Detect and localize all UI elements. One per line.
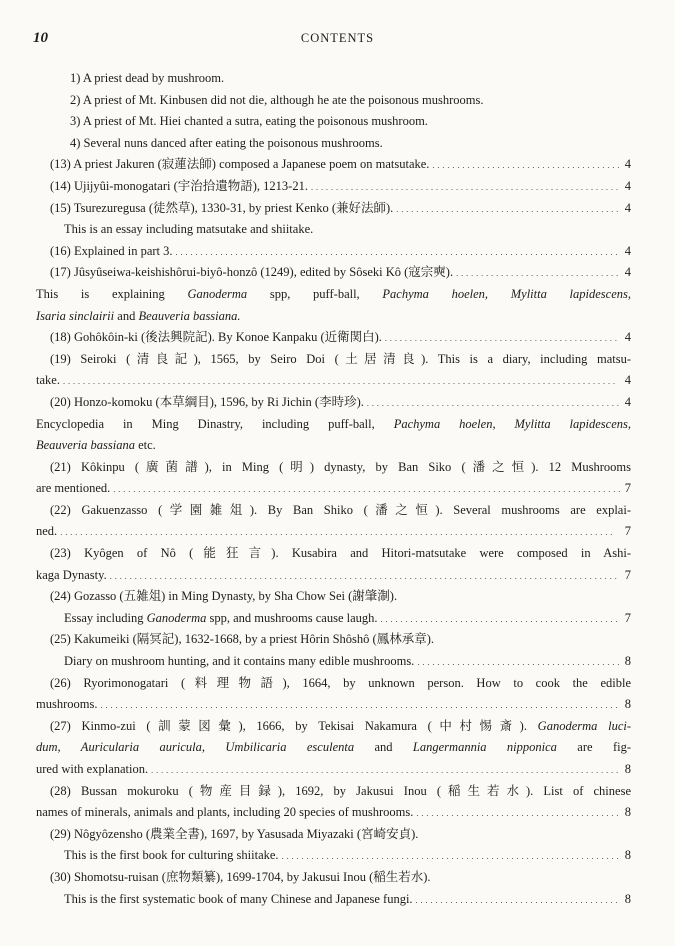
toc-page-number: 8 — [624, 762, 631, 776]
entry-description — [36, 414, 631, 436]
desc-text: are fig- — [556, 740, 631, 755]
species-name: Beauveria bassiana — [36, 438, 135, 453]
toc-entry-text: (17) Jûsyûseiwa-keishishôrui-biyô-honzô (1249), edited by Sôseki Kô (寇宗奭). — [50, 265, 454, 280]
species-name: Isaria sinclairii — [36, 308, 115, 323]
entry-description — [36, 306, 631, 328]
dot-leader — [282, 845, 620, 867]
toc-entry — [36, 845, 631, 867]
toc-entry-text — [64, 608, 378, 630]
toc-page-number: 4 — [624, 200, 631, 215]
dot-leader — [110, 565, 620, 587]
entry-description — [36, 284, 631, 306]
species-name: Ganoderma — [146, 610, 207, 625]
sub-entry: 2) A priest of Mt. Kinbusen did not die, although he ate the poisonous mushrooms. — [70, 92, 484, 107]
toc-entry-continuation — [36, 370, 631, 392]
dot-leader — [416, 889, 620, 911]
toc-entry-text: names of minerals, animals and plants, including 20 species of mushrooms. — [36, 805, 414, 820]
dot-leader — [432, 154, 620, 176]
toc-entry-text: (13) A priest Jakuren (寂蓮法師) composed a Japanese poem on matsutake. — [50, 157, 430, 172]
toc-entry-text: (24) Gozasso (五雑俎) in Ming Dynasty, by Sha Chow Sei (謝肇淛). — [50, 589, 398, 604]
toc-entry-text: kaga Dynasty. — [36, 567, 107, 582]
toc-entry — [36, 889, 631, 911]
toc-entry-text: ured with explanation. — [36, 762, 149, 776]
entry-description: This is an essay including matsutake and shiitake. — [64, 222, 314, 237]
toc-entry-text: (23) Kyôgen of Nô (能狂言). Kusabira and Hitori-matsutake were composed in Ashi- — [50, 546, 631, 561]
desc-text: and — [114, 308, 139, 323]
species-name: Langermannia nipponica — [412, 740, 557, 755]
species-name: Ganoderma luci- — [537, 718, 631, 733]
sub-entry: 1) A priest dead by mushroom. — [70, 71, 225, 85]
toc-page-number: 7 — [624, 567, 631, 582]
toc-page-number: 7 — [624, 610, 631, 625]
dot-leader — [456, 262, 620, 284]
toc-entry-text: This is the first systematic book of many Chinese and Japanese fungi. — [64, 891, 413, 906]
toc-entry-text: (30) Shomotsu-ruisan (庶物類纂), 1699-1704, by Jakusui Inou (稲生若水). — [50, 869, 431, 884]
dot-leader — [151, 759, 620, 781]
page-number: 10 — [33, 30, 48, 46]
desc-text: This is explaining — [36, 286, 188, 301]
toc-page-number: 8 — [624, 891, 631, 906]
toc-entry — [36, 608, 631, 630]
page-header — [0, 30, 675, 50]
toc-entry-text: (26) Ryorimonogatari (料理物語), 1664, by unknown person. How to cook the edible — [50, 675, 631, 690]
toc-entry-text: (16) Explained in part 3. — [50, 243, 173, 258]
toc-page-number: 4 — [624, 373, 631, 388]
toc-page-number: 4 — [624, 243, 631, 258]
desc-text: spp, and mushrooms cause laugh. — [206, 610, 378, 625]
species-name: Beauveria bassiana. — [138, 308, 241, 323]
toc-entry — [36, 241, 631, 263]
dot-leader — [385, 327, 620, 349]
toc-page-number: 8 — [624, 654, 631, 669]
toc-page-number: 8 — [624, 697, 631, 712]
toc-entry — [36, 327, 631, 349]
toc-entry — [36, 262, 631, 284]
desc-text: Essay including — [64, 610, 147, 625]
toc-entry — [36, 176, 631, 198]
desc-text: etc. — [134, 438, 156, 453]
species-name: dum, Auricularia auricula, Umbilicaria esculenta — [36, 740, 355, 755]
desc-text: spp, puff-ball, — [247, 286, 383, 301]
toc-page-number: 4 — [624, 178, 631, 193]
species-name: Pachyma hoelen, Mylitta lapidescens, — [382, 286, 631, 301]
toc-entry-continuation — [36, 478, 631, 500]
toc-entry-text: (14) Ujijyûi-monogatari (宇治拾遺物語), 1213-21. — [50, 178, 308, 193]
dot-leader — [417, 651, 620, 673]
toc-entry-text: (28) Bussan mokuroku (物産目録), 1692, by Jakusui Inou (稲生若水). List of chinese — [50, 783, 631, 798]
dot-leader — [100, 694, 620, 716]
toc-page-number: 4 — [624, 157, 631, 172]
toc-entry — [36, 651, 631, 673]
desc-text: and — [354, 740, 413, 755]
species-name: Ganoderma — [187, 286, 248, 301]
toc-page-number: 7 — [624, 481, 631, 496]
toc-page-number: 7 — [624, 524, 631, 539]
toc-page-number: 8 — [624, 805, 631, 820]
sub-entry: 3) A priest of Mt. Hiei chanted a sutra, eating the poisonous mushroom. — [70, 114, 428, 129]
toc-entry — [36, 392, 631, 414]
toc-entry-text: mushrooms. — [36, 697, 98, 712]
dot-leader — [63, 370, 620, 392]
toc-entry-continuation — [36, 694, 631, 716]
contents-body — [36, 68, 631, 910]
dot-leader — [113, 478, 620, 500]
toc-page-number: 4 — [624, 394, 631, 409]
toc-page-number: 4 — [624, 265, 631, 280]
species-name: Pachyma hoelen, Mylitta lapidescens, — [393, 416, 631, 431]
toc-entry-text: (20) Honzo-komoku (本草綱目), 1596, by Ri Jichin (李時珍). — [50, 394, 364, 409]
desc-text: (27) Kinmo-zui (訓蒙図彙), 1666, by Tekisai Nakamura (中村惕斎). — [50, 718, 538, 733]
toc-entry — [36, 154, 631, 176]
dot-leader — [60, 521, 620, 543]
toc-entry-text: (21) Kôkinpu (廣菌譜), in Ming (明) dynasty, by Ban Siko (潘之恒). 12 Mushrooms — [50, 459, 631, 474]
toc-entry-text: (25) Kakumeiki (隔冥記), 1632-1668, by a priest Hôrin Shôshô (鳳林承章). — [50, 632, 434, 647]
toc-entry-text: (19) Seiroki (清良記), 1565, by Seiro Doi (土居清良). This is a diary, including matsu- — [50, 351, 631, 366]
toc-page-number: 8 — [624, 848, 631, 863]
dot-leader — [396, 198, 620, 220]
entry-description — [36, 737, 631, 759]
toc-entry-text: (15) Tsurezuregusa (徒然草), 1330-31, by priest Kenko (兼好法師). — [50, 200, 394, 215]
dot-leader — [416, 802, 620, 824]
toc-entry-text: This is the first book for culturing shiitake. — [64, 848, 279, 863]
toc-entry-text — [36, 716, 631, 738]
toc-entry-text: Diary on mushroom hunting, and it contains many edible mushrooms. — [64, 654, 415, 669]
running-title: CONTENTS — [300, 31, 375, 45]
toc-entry-text: ned. — [36, 524, 58, 539]
toc-entry-text: are mentioned. — [36, 481, 111, 496]
toc-entry-text: (29) Nôgyôzensho (農業全書), 1697, by Yasusada Miyazaki (宮崎安貞). — [50, 826, 419, 841]
toc-page-number: 4 — [624, 330, 631, 345]
toc-entry-continuation — [36, 565, 631, 587]
toc-entry-text: (18) Gohôkôin-ki (後法興院記). By Konoe Kanpaku (近衛関白). — [50, 330, 382, 345]
toc-entry-continuation — [36, 521, 631, 543]
toc-entry-text: (22) Gakuenzasso (学園雑俎). By Ban Shiko (潘之恒). Several mushrooms are explai- — [50, 502, 631, 517]
entry-description — [36, 435, 631, 457]
sub-entry: 4) Several nuns danced after eating the poisonous mushrooms. — [70, 135, 383, 150]
toc-entry-text: take. — [36, 373, 60, 388]
toc-entry-continuation — [36, 802, 631, 824]
dot-leader — [367, 392, 620, 414]
desc-text: Encyclopedia in Ming Dinastry, including puff-ball, — [36, 416, 394, 431]
dot-leader — [311, 176, 620, 198]
dot-leader — [176, 241, 620, 263]
dot-leader — [381, 608, 620, 630]
toc-entry-continuation — [36, 759, 631, 781]
toc-entry — [36, 198, 631, 220]
